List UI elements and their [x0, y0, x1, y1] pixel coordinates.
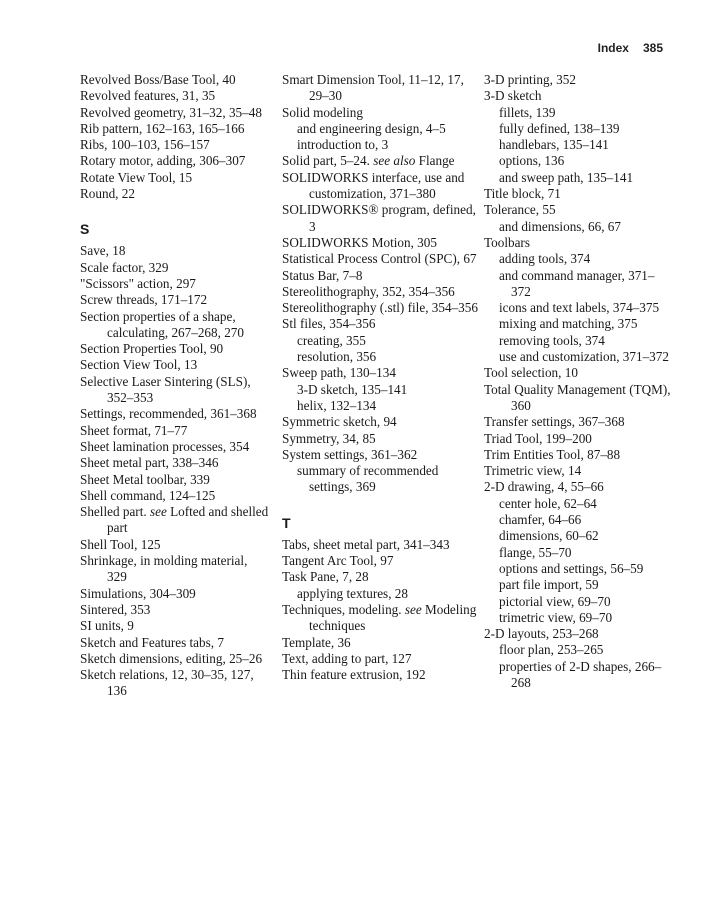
running-head	[598, 41, 663, 55]
index-entry: Rib pattern, 162–163, 165–166	[80, 120, 245, 136]
index-subentry: and command manager, 371–372	[499, 267, 655, 299]
cross-reference-target: Flange	[415, 153, 455, 169]
index-entry: SOLIDWORKS interface, use and customization, 371–380	[282, 169, 465, 202]
index-entry: Template, 36	[282, 634, 351, 650]
index-entry: Symmetric sketch, 94	[282, 414, 397, 430]
index-entry: Triad Tool, 199–200	[484, 430, 592, 446]
index-subentry: and engineering design, 4–5	[297, 120, 446, 136]
index-subentry: icons and text labels, 374–375	[499, 300, 660, 316]
index-entry: Revolved geometry, 31–32, 35–48	[80, 104, 262, 120]
index-column-3	[484, 72, 674, 691]
index-entry: Revolved features, 31, 35	[80, 88, 216, 104]
index-entry: Round, 22	[80, 186, 135, 202]
index-entry	[282, 602, 478, 635]
index-entry: Smart Dimension Tool, 11–12, 17, 29–30	[282, 72, 464, 104]
index-subentry: options, 136	[499, 153, 565, 169]
index-subentry: resolution, 356	[297, 349, 377, 365]
index-entry: Statistical Process Control (SPC), 67	[282, 251, 477, 267]
index-entry: Sketch dimensions, editing, 25–26	[80, 650, 263, 666]
index-subentry: and dimensions, 66, 67	[499, 218, 621, 234]
index-entry: Ribs, 100–103, 156–157	[80, 137, 210, 153]
entry-text: Solid part, 5–24.	[282, 153, 374, 169]
index-entry: SOLIDWORKS® program, defined, 3	[282, 202, 476, 234]
index-entry: 3-D sketch	[484, 88, 542, 104]
index-entry: Text, adding to part, 127	[282, 650, 412, 666]
index-entry: Save, 18	[80, 243, 126, 259]
index-subentry: removing tools, 374	[499, 332, 605, 348]
index-entry: Sketch and Features tabs, 7	[80, 634, 224, 650]
index-entry: Screw threads, 171–172	[80, 292, 208, 308]
index-subentry: floor plan, 253–265	[499, 642, 604, 658]
index-subentry: part file import, 59	[499, 577, 599, 593]
index-entry: Sketch relations, 12, 30–35, 127, 136	[80, 667, 254, 699]
index-section-letter: S	[80, 221, 90, 238]
index-subentry: flange, 55–70	[499, 544, 572, 560]
index-entry: Toolbars	[484, 234, 530, 250]
index-entry: Tangent Arc Tool, 97	[282, 553, 394, 569]
index-entry: Title block, 71	[484, 186, 561, 202]
index-entry: Thin feature extrusion, 192	[282, 667, 426, 683]
index-entry: Total Quality Management (TQM), 360	[484, 381, 671, 413]
index-entry: Sheet lamination processes, 354	[80, 438, 250, 454]
index-entry: Shell command, 124–125	[80, 487, 216, 503]
index-entry: Rotate View Tool, 15	[80, 169, 193, 185]
index-entry: Section Properties Tool, 90	[80, 341, 224, 357]
index-entry: Trimetric view, 14	[484, 463, 582, 479]
index-entry: Section properties of a shape, calculating, 267–268, 270	[80, 308, 244, 340]
index-subentry: fully defined, 138–139	[499, 120, 620, 136]
index-subentry: dimensions, 60–62	[499, 528, 599, 544]
see-reference: see	[149, 504, 167, 520]
index-entry: Sheet format, 71–77	[80, 422, 188, 438]
index-entry: Rotary motor, adding, 306–307	[80, 153, 246, 169]
index-entry: Settings, recommended, 361–368	[80, 406, 257, 422]
index-entry: Trim Entities Tool, 87–88	[484, 446, 621, 462]
section-title: Index	[597, 41, 629, 55]
index-entry: Status Bar, 7–8	[282, 267, 363, 283]
index-subentry: center hole, 62–64	[499, 495, 597, 511]
see-reference: see	[404, 601, 422, 617]
index-entry: 2-D layouts, 253–268	[484, 626, 599, 642]
index-entry: Symmetry, 34, 85	[282, 430, 376, 446]
entry-text: Techniques, modeling.	[282, 601, 405, 617]
index-entry: SI units, 9	[80, 618, 134, 634]
index-entry: Sheet metal part, 338–346	[80, 455, 219, 471]
index-entry: Tolerance, 55	[484, 202, 556, 218]
index-entry: Task Pane, 7, 28	[282, 569, 369, 585]
index-subentry: adding tools, 374	[499, 251, 591, 267]
cross-reference-target: Modeling techniques	[309, 601, 477, 634]
index-entry: "Scissors" action, 297	[80, 275, 196, 291]
index-subentry: fillets, 139	[499, 104, 556, 120]
index-subentry: creating, 355	[297, 332, 366, 348]
index-subentry: and sweep path, 135–141	[499, 169, 634, 185]
index-subentry: helix, 132–134	[297, 397, 377, 413]
index-subentry: handlebars, 135–141	[499, 137, 609, 153]
index-entry: Stl files, 354–356	[282, 316, 376, 332]
index-subentry: chamfer, 64–66	[499, 512, 582, 528]
index-subentry: options and settings, 56–59	[499, 560, 644, 576]
index-entry: Scale factor, 329	[80, 259, 169, 275]
index-entry: SOLIDWORKS Motion, 305	[282, 234, 437, 250]
index-column-1	[80, 72, 270, 700]
index-entry: Sheet Metal toolbar, 339	[80, 471, 210, 487]
index-entry: 3-D printing, 352	[484, 72, 576, 87]
index-subentry: trimetric view, 69–70	[499, 609, 613, 625]
index-entry: System settings, 361–362	[282, 446, 418, 462]
index-subentry: summary of recommended settings, 369	[297, 463, 439, 495]
index-entry: Solid modeling	[282, 104, 363, 120]
index-entry: Stereolithography, 352, 354–356	[282, 283, 455, 299]
cross-reference-target: Lofted and shelled part	[107, 504, 269, 536]
index-entry: Sweep path, 130–134	[282, 365, 396, 381]
entry-text: Shelled part.	[80, 504, 150, 520]
index-entry: Shrinkage, in molding material, 329	[80, 553, 248, 585]
index-subentry: mixing and matching, 375	[499, 316, 638, 332]
index-entry: Shell Tool, 125	[80, 536, 161, 552]
index-entry	[80, 504, 270, 537]
index-subentry: applying textures, 28	[297, 585, 408, 601]
see-reference: see also	[373, 153, 416, 169]
index-subentry: properties of 2-D shapes, 266–268	[499, 658, 662, 690]
index-subentry: introduction to, 3	[297, 137, 389, 153]
index-subentry: use and customization, 371–372	[499, 349, 669, 365]
index-entry: Tabs, sheet metal part, 341–343	[282, 536, 450, 552]
index-subentry: 3-D sketch, 135–141	[297, 381, 408, 397]
index-entry: Revolved Boss/Base Tool, 40	[80, 72, 236, 87]
page-number: 385	[642, 41, 663, 55]
index-entry: Stereolithography (.stl) file, 354–356	[282, 300, 478, 316]
index-section-letter: T	[282, 514, 291, 531]
index-entry: Transfer settings, 367–368	[484, 414, 625, 430]
index-entry: 2-D drawing, 4, 55–66	[484, 479, 604, 495]
index-subentry: pictorial view, 69–70	[499, 593, 611, 609]
index-entry: Sintered, 353	[80, 601, 151, 617]
index-entry	[282, 153, 478, 169]
index-entry: Simulations, 304–309	[80, 585, 196, 601]
index-entry: Tool selection, 10	[484, 365, 578, 381]
index-column-2	[282, 72, 478, 683]
index-entry: Selective Laser Sintering (SLS), 352–353	[80, 373, 251, 406]
index-entry: Section View Tool, 13	[80, 357, 198, 373]
